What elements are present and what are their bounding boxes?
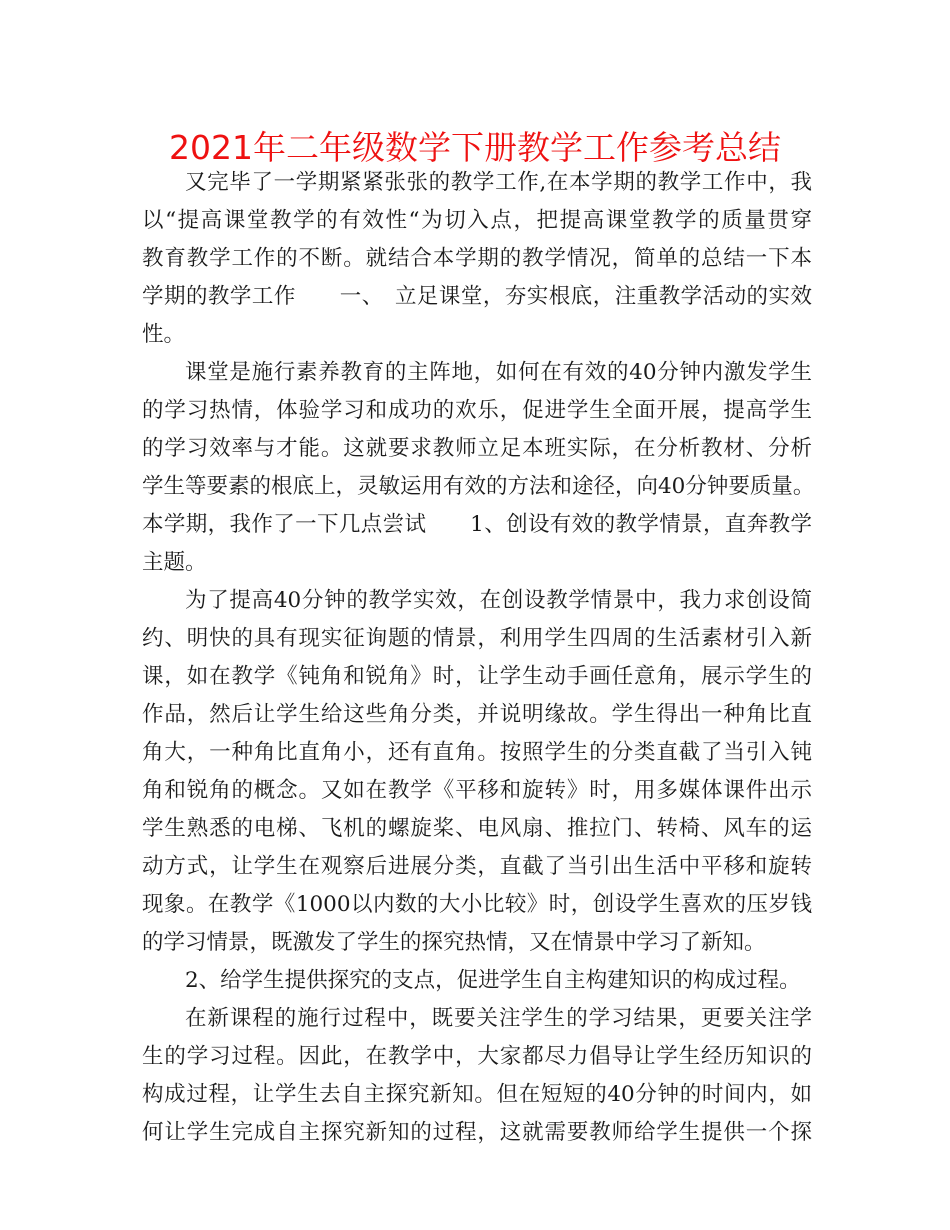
text-line: 何让学生完成自主探究新知的过程，这就需要教师给学生提供一个探	[142, 1120, 812, 1145]
text-line: 课，如在教学《钝角和锐角》时，让学生动手画任意角，展示学生的	[142, 664, 812, 689]
text-line: 的学习效率与才能。这就要求教师立足本班实际，在分析教材、分析	[142, 436, 812, 461]
document-title: 2021年二年级数学下册教学工作参考总结	[169, 128, 781, 167]
text-line: 动方式，让学生在观察后进展分类，直截了当引出生活中平移和旋转	[142, 854, 812, 879]
text-line: 在新课程的施行过程中，既要关注学生的学习结果，更要关注学	[185, 1006, 812, 1031]
text-line: 约、明快的具有现实征询题的情景，利用学生四周的生活素材引入新	[142, 626, 812, 651]
text-line: 学期的教学工作 一、 立足课堂，夯实根底，注重教学活动的实效	[142, 284, 812, 309]
document-body	[142, 164, 815, 1152]
text-line: 为了提高40分钟的教学实效，在创设教学情景中，我力求创设简	[185, 588, 812, 613]
text-line: 学生等要素的根底上，灵敏运用有效的方法和途径，向40分钟要质量。	[142, 474, 815, 499]
text-line: 角大，一种角比直角小，还有直角。按照学生的分类直截了当引入钝	[142, 740, 812, 765]
text-line: 性。	[142, 322, 186, 347]
text-line: 本学期，我作了一下几点尝试 1、创设有效的教学情景，直奔教学	[142, 512, 812, 537]
text-line: 生的学习过程。因此，在教学中，大家都尽力倡导让学生经历知识的	[142, 1044, 812, 1069]
text-line: 教育教学工作的不断。就结合本学期的教学情况，简单的总结一下本	[142, 246, 812, 271]
text-line: 主题。	[142, 550, 207, 575]
text-line: 构成过程，让学生去自主探究新知。但在短短的40分钟的时间内，如	[142, 1082, 812, 1107]
text-line: 的学习热情，体验学习和成功的欢乐，促进学生全面开展，提高学生	[142, 398, 812, 423]
text-line: 的学习情景，既激发了学生的探究热情，又在情景中学习了新知。	[142, 930, 766, 955]
text-line: 现象。在教学《1000以内数的大小比较》时，创设学生喜欢的压岁钱	[142, 892, 812, 917]
text-line: 2、给学生提供探究的支点，促进学生自主构建知识的构成过程。	[185, 968, 801, 993]
text-line: 学生熟悉的电梯、飞机的螺旋桨、电风扇、推拉门、转椅、风车的运	[142, 816, 812, 841]
text-line: 作品，然后让学生给这些角分类，并说明缘故。学生得出一种角比直	[142, 702, 812, 727]
text-line: 又完毕了一学期紧紧张张的教学工作,在本学期的教学工作中，我	[185, 170, 812, 195]
text-line: 课堂是施行素养教育的主阵地，如何在有效的40分钟内激发学生	[185, 360, 812, 385]
text-line: 以“提高课堂教学的有效性“为切入点，把提高课堂教学的质量贯穿	[142, 208, 812, 233]
text-line: 角和锐角的概念。又如在教学《平移和旋转》时，用多媒体课件出示	[142, 778, 812, 803]
